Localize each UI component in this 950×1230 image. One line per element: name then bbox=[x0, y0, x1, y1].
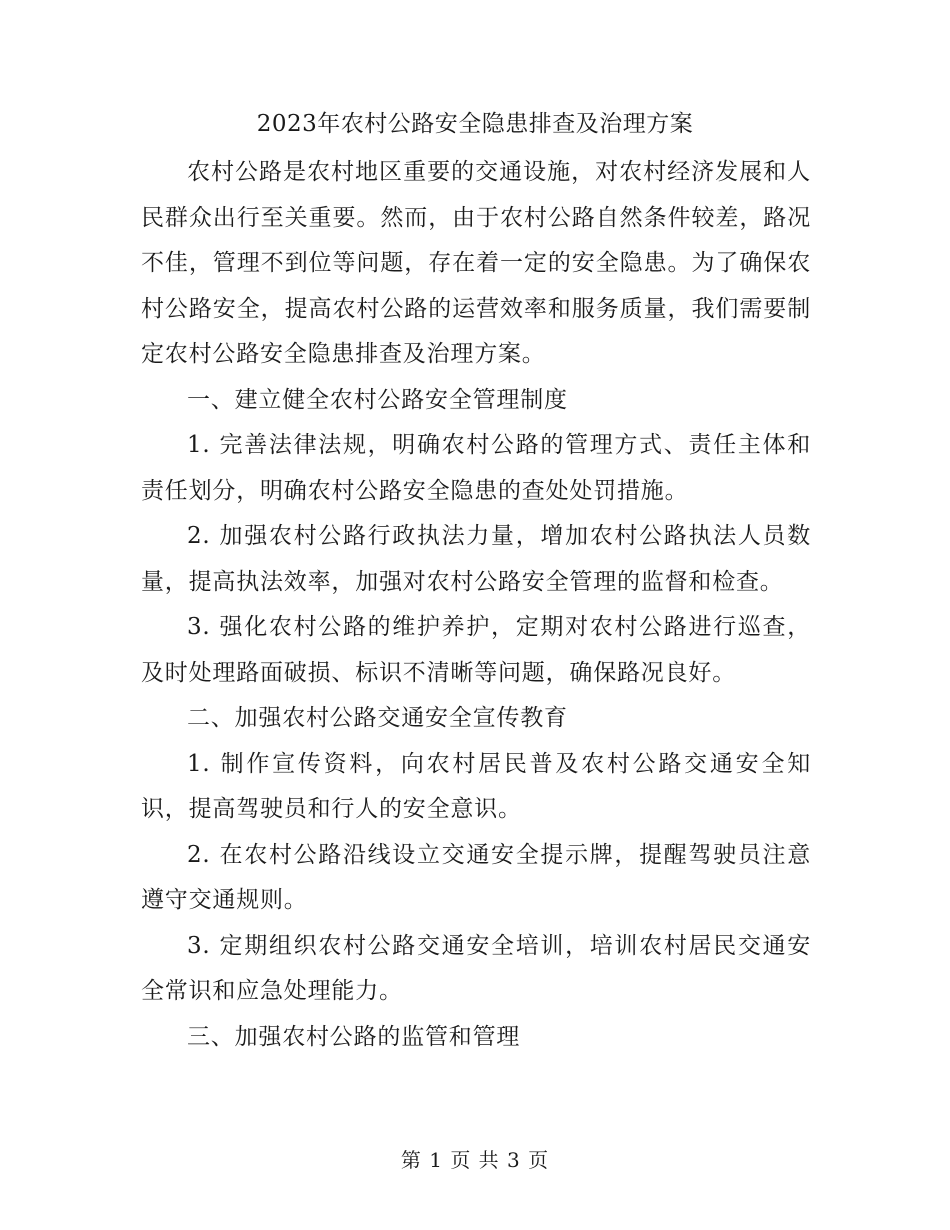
section-heading-1: 一、建立健全农村公路安全管理制度 bbox=[187, 386, 568, 413]
intro-paragraph: 农村公路是农村地区重要的交通设施，对农村经济发展和人民群众出行至关重要。然而，由于农村公路自然条件较差，路况不佳，管理不到位等问题，存在着一定的安全隐患。为了确保农村公路安全，提高农村公路的运营效率和服务质量，我们需要制定农村公路安全隐患排查及治理方案。 bbox=[141, 159, 811, 367]
section-1-item-1: 1. 完善法律法规，明确农村公路的管理方式、责任主体和责任划分，明确农村公路安全隐患的查处处罚措施。 bbox=[141, 432, 811, 504]
document-title: 2023年农村公路安全隐患排查及治理方案 bbox=[256, 111, 694, 137]
section-heading-2: 二、加强农村公路交通安全宣传教育 bbox=[187, 705, 568, 731]
section-2-item-1: 1. 制作宣传资料，向农村居民普及农村公路交通安全知识，提高驾驶员和行人的安全意识。 bbox=[141, 750, 811, 822]
section-1-item-2: 2. 加强农村公路行政执法力量，增加农村公路执法人员数量，提高执法效率，加强对农村公路安全管理的监督和检查。 bbox=[141, 523, 811, 595]
section-2-item-2: 2. 在农村公路沿线设立交通安全提示牌，提醒驾驶员注意遵守交通规则。 bbox=[141, 841, 811, 913]
section-2-item-3: 3. 定期组织农村公路交通安全培训，培训农村居民交通安全常识和应急处理能力。 bbox=[141, 932, 811, 1004]
document-body bbox=[141, 150, 811, 1060]
page-number-footer: 第 1 页 共 3 页 bbox=[400, 1148, 550, 1172]
section-1-item-3: 3. 强化农村公路的维护养护，定期对农村公路进行巡查，及时处理路面破损、标识不清晰等问题，确保路况良好。 bbox=[141, 614, 811, 686]
section-heading-3: 三、加强农村公路的监管和管理 bbox=[187, 1023, 521, 1050]
